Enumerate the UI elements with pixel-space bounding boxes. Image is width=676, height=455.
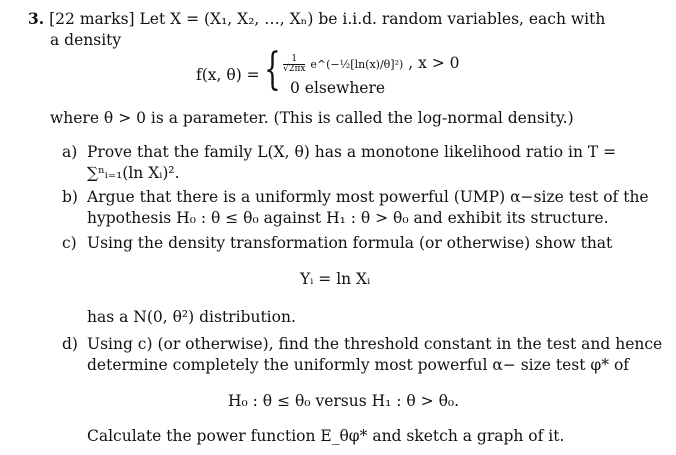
part-a-line1: Prove that the family L(X, θ) has a monotone likelihood ratio in T = (87, 143, 617, 161)
case1-exponential: e^(−½[ln(x)/θ]²) (310, 58, 404, 71)
density-lhs: f(x, θ) = (196, 66, 260, 84)
part-c-line1: Using the density transformation formula (or otherwise) show that (87, 234, 613, 252)
where-line: where θ > 0 is a parameter. (This is called the log-normal density.) (50, 109, 574, 127)
density-case-2: 0 elsewhere (290, 79, 386, 97)
coef-denominator: √2πx (283, 63, 306, 74)
part-a-label: a) (62, 143, 78, 161)
part-b-line1: Argue that there is a uniformly most powerful (UMP) α−size test of the (87, 188, 649, 206)
part-d-line2: determine completely the uniformly most powerful α− size test φ* of (87, 356, 630, 374)
part-b-label: b) (62, 188, 78, 206)
part-d-label: d) (62, 335, 78, 353)
part-a-line2: ∑ⁿᵢ₌₁(ln Xᵢ)². (87, 164, 180, 182)
density-case-1 (283, 54, 460, 74)
left-brace: { (264, 44, 281, 95)
problem-intro-line2: a density (50, 31, 122, 49)
part-d-line1: Using c) (or otherwise), find the threshold constant in the test and hence (87, 335, 663, 353)
coef-numerator: 1 (283, 55, 305, 65)
part-d-formula: H₀ : θ ≤ θ₀ versus H₁ : θ > θ₀. (228, 392, 460, 410)
part-b-line2: hypothesis H₀ : θ ≤ θ₀ against H₁ : θ > θ₀ and exhibit its structure. (87, 209, 609, 227)
part-c-formula: Yᵢ = ln Xᵢ (300, 270, 371, 288)
part-c-label: c) (62, 234, 77, 252)
case1-condition: , x > 0 (408, 54, 460, 72)
part-d-line3: Calculate the power function E_θφ* and sketch a graph of it. (87, 427, 565, 445)
problem-intro-line1: Let X = (X₁, X₂, …, Xₙ) be i.i.d. random variables, each with (139, 10, 606, 28)
problem-header (28, 10, 605, 28)
problem-number: 3. (28, 9, 45, 28)
problem-marks: [22 marks] (49, 10, 135, 28)
part-c-line2: has a N(0, θ²) distribution. (87, 308, 296, 326)
case1-coefficient (283, 55, 305, 74)
